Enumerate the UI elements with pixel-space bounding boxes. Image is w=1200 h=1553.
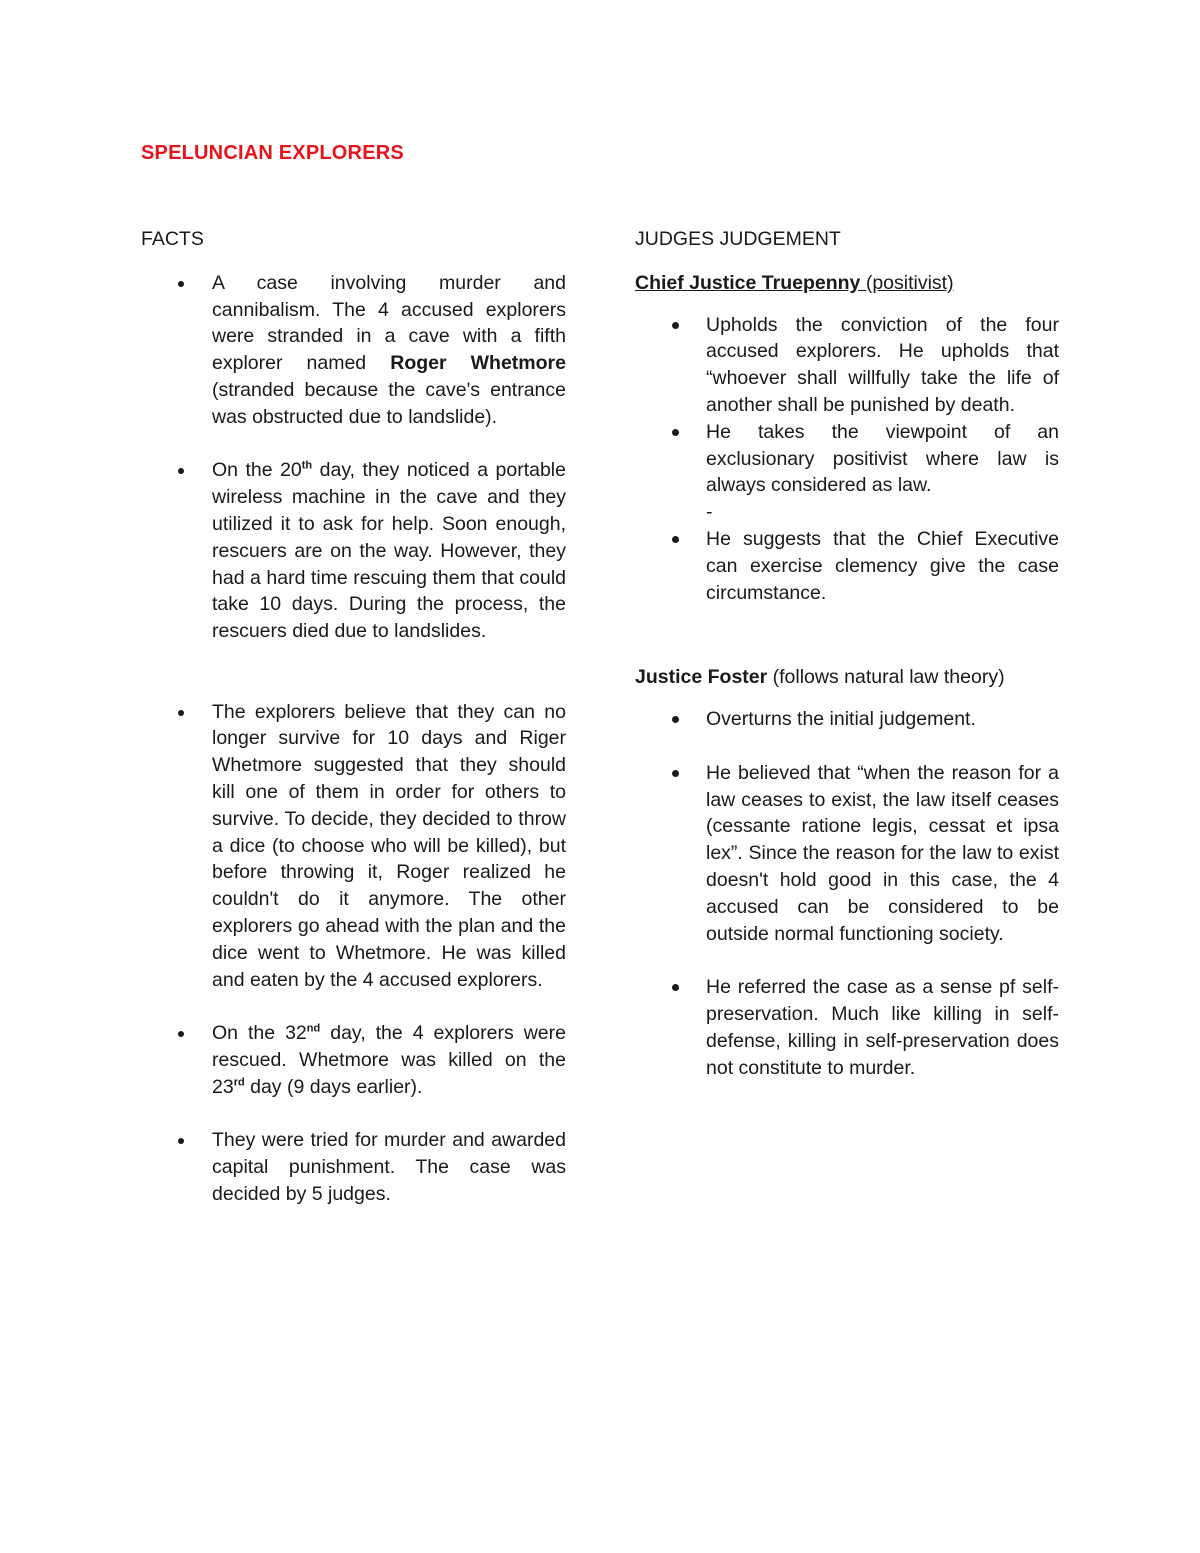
facts-item-4: On the 32nd day, the 4 explorers were rescued. Whetmore was killed on the 23rd day (9 days earlier). — [141, 1020, 566, 1100]
facts-list — [141, 270, 566, 1208]
foster-item-3: He referred the case as a sense pf self-preservation. Much like killing in self-defense, killing in self-preservation does not constitute to murder. — [635, 974, 1059, 1081]
truepenny-item-2: He takes the viewpoint of an exclusionary positivist where law is always considered as law. — [635, 419, 1059, 499]
judgement-heading: JUDGES JUDGEMENT — [635, 228, 841, 250]
truepenny-heading: Chief Justice Truepenny (positivist) — [635, 271, 954, 294]
truepenny-dash: - — [706, 501, 713, 524]
facts-column — [141, 226, 566, 1208]
truepenny-item-1: Upholds the conviction of the four accused explorers. He upholds that “whoever shall willfully take the life of another shall be punished by death. — [635, 312, 1059, 419]
truepenny-list — [635, 312, 1059, 500]
facts-heading: FACTS — [141, 228, 204, 250]
truepenny-list-cont — [635, 526, 1059, 606]
facts-item-1: A case involving murder and cannibalism. The 4 accused explorers were stranded in a cave with a fifth explorer named Roger Whetmore (stranded because the cave's entrance was obstructed due to landslide). — [141, 270, 566, 431]
foster-list — [635, 706, 1059, 1081]
foster-heading: Justice Foster (follows natural law theory) — [635, 666, 1005, 689]
judgement-column — [635, 226, 1059, 1081]
roger-whetmore-name: Roger Whetmore — [390, 352, 566, 375]
facts-item-5: They were tried for murder and awarded capital punishment. The case was decided by 5 judges. — [141, 1127, 566, 1207]
truepenny-item-3: He suggests that the Chief Executive can exercise clemency give the case circumstance. — [635, 526, 1059, 606]
foster-item-1: Overturns the initial judgement. — [635, 706, 1059, 733]
facts-item-2: On the 20th day, they noticed a portable wireless machine in the cave and they utilized it to ask for help. Soon enough, rescuers are on the way. However, they had a hard time rescuing them that could take 10 days. During the process, the rescuers died due to landslides. — [141, 457, 566, 645]
foster-item-2: He believed that “when the reason for a law ceases to exist, the law itself ceases (cessante ratione legis, cessat et ipsa lex”. Since the reason for the law to exist doesn't hold good in this case, the 4 accused can be considered to be outside normal functioning society. — [635, 760, 1059, 948]
document-title: SPELUNCIAN EXPLORERS — [141, 142, 404, 164]
facts-item-3: The explorers believe that they can no longer survive for 10 days and Riger Whetmore suggested that they should kill one of them in order for others to survive. To decide, they decided to throw a dice (to choose who will be killed), but before throwing it, Roger realized he couldn't do it anymore. The other explorers go ahead with the plan and the dice went to Whetmore. He was killed and eaten by the 4 accused explorers. — [141, 699, 566, 994]
